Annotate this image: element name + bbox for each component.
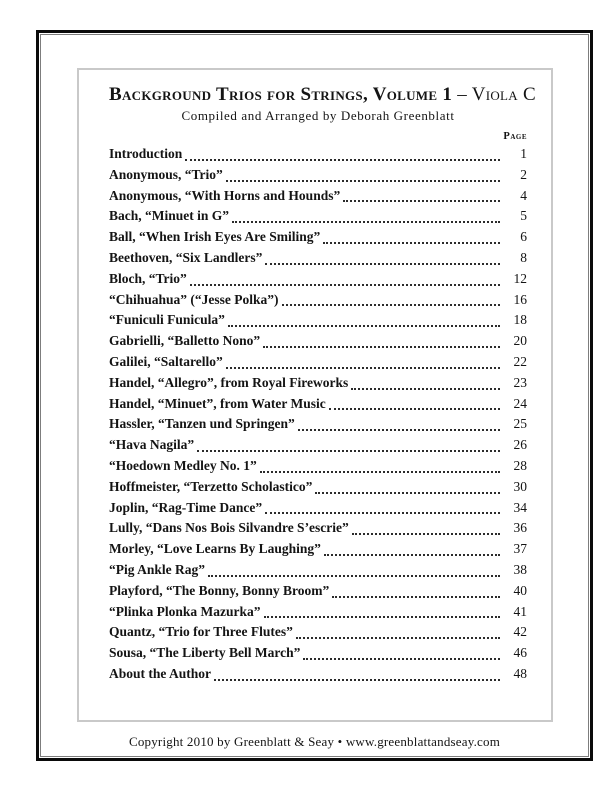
- toc-entry-page: 46: [513, 645, 527, 661]
- toc-row: [109, 477, 527, 498]
- toc-leader-dots: [296, 637, 500, 639]
- toc-entry-label: “Funiculi Funicula”: [109, 312, 225, 328]
- toc-leader-dots: [208, 575, 500, 577]
- toc-entry-page: 28: [513, 457, 527, 473]
- toc-row: [109, 498, 527, 519]
- toc-entry-label: “Pig Ankle Rag”: [109, 561, 206, 577]
- toc-row: [109, 622, 527, 643]
- toc-entry-label: Sousa, “The Liberty Bell March”: [109, 645, 301, 661]
- toc-entry-label: Anonymous, “With Horns and Hounds”: [109, 187, 341, 203]
- toc-entry-label: Beethoven, “Six Landlers”: [109, 249, 263, 265]
- toc-leader-dots: [228, 325, 500, 327]
- toc-leader-dots: [263, 346, 500, 348]
- toc-leader-dots: [264, 616, 500, 618]
- toc-entry-label: Galilei, “Saltarello”: [109, 353, 223, 369]
- toc-entry-label: Ball, “When Irish Eyes Are Smiling”: [109, 229, 321, 245]
- toc-leader-dots: [226, 180, 500, 182]
- toc-entry-label: Handel, “Allegro”, from Royal Fireworks: [109, 374, 349, 390]
- toc-entry-page: 37: [513, 541, 527, 557]
- toc-entry-label: Gabrielli, “Balletto Nono”: [109, 333, 261, 349]
- page-title-suffix: – Viola C: [457, 84, 537, 105]
- toc-entry-page: 18: [513, 312, 527, 328]
- toc-entry-page: 23: [513, 374, 527, 390]
- toc-leader-dots: [351, 388, 500, 390]
- toc-leader-dots: [214, 679, 500, 681]
- page-title: [109, 84, 537, 106]
- toc-leader-dots: [260, 471, 500, 473]
- toc-entry-label: Introduction: [109, 146, 183, 161]
- page-column-label: Page: [503, 131, 527, 142]
- toc-entry-page: 5: [520, 208, 527, 224]
- toc-entry-page: 40: [513, 582, 527, 598]
- toc-leader-dots: [282, 304, 500, 306]
- toc-entry-page: 20: [513, 333, 527, 349]
- toc-leader-dots: [185, 159, 500, 161]
- toc-row: [109, 518, 527, 539]
- toc-entry-page: 41: [513, 603, 527, 619]
- toc-leader-dots: [315, 492, 500, 494]
- toc-row: [109, 539, 527, 560]
- page-inner-border: [40, 34, 589, 757]
- toc-leader-dots: [197, 450, 500, 452]
- toc-entry-label: “Hoedown Medley No. 1”: [109, 457, 257, 473]
- toc-leader-dots: [323, 242, 500, 244]
- toc-entry-label: “Hava Nagila”: [109, 437, 195, 453]
- toc-row: [109, 248, 527, 269]
- toc-leader-dots: [298, 429, 500, 431]
- toc-leader-dots: [324, 554, 500, 556]
- toc-entry-page: 6: [520, 229, 527, 245]
- toc-entry-page: 38: [513, 561, 527, 577]
- toc-entry-label: Bloch, “Trio”: [109, 270, 187, 286]
- toc-leader-dots: [343, 200, 500, 202]
- page-subtitle: Compiled and Arranged by Deborah Greenblatt: [181, 108, 455, 123]
- toc-row: [109, 581, 527, 602]
- content-box: [77, 68, 553, 722]
- toc-entry-label: Playford, “The Bonny, Bonny Broom”: [109, 582, 330, 598]
- toc-entry-page: 42: [513, 624, 527, 640]
- toc-entry-label: Quantz, “Trio for Three Flutes”: [109, 624, 293, 640]
- toc-row: [109, 394, 527, 415]
- toc-row: [109, 352, 527, 373]
- toc-entry-page: 12: [513, 270, 527, 286]
- toc-entry-page: 36: [513, 520, 527, 536]
- toc-entry-page: 8: [520, 249, 527, 265]
- toc-entry-page: 2: [520, 166, 527, 182]
- toc-row: [109, 290, 527, 311]
- toc-row: [109, 560, 527, 581]
- toc-entry-page: 30: [513, 478, 527, 494]
- toc-entry-label: Hassler, “Tanzen und Springen”: [109, 416, 295, 432]
- toc-entry-page: 16: [513, 291, 527, 307]
- toc-leader-dots: [303, 658, 500, 660]
- toc-leader-dots: [332, 596, 500, 598]
- toc-row: [109, 144, 527, 165]
- toc-row: [109, 331, 527, 352]
- toc-row: [109, 165, 527, 186]
- toc-row: [109, 206, 527, 227]
- toc-entry-page: 4: [520, 187, 527, 203]
- toc-entry-label: Bach, “Minuet in G”: [109, 208, 230, 224]
- toc-entry-page: 26: [513, 437, 527, 453]
- toc-row: [109, 456, 527, 477]
- toc-entry-page: 34: [513, 499, 527, 515]
- toc-list: [109, 144, 527, 685]
- toc-row: [109, 602, 527, 623]
- toc-entry-page: 48: [513, 665, 527, 681]
- toc-entry-label: Anonymous, “Trio”: [109, 166, 223, 182]
- toc-leader-dots: [265, 263, 500, 265]
- toc-entry-page: 24: [513, 395, 527, 411]
- toc-row: [109, 227, 527, 248]
- toc-row: [109, 435, 527, 456]
- toc-row: [109, 414, 527, 435]
- toc-row: [109, 186, 527, 207]
- toc-leader-dots: [190, 284, 500, 286]
- toc-entry-label: Lully, “Dans Nos Bois Silvandre S’escrie”: [109, 520, 349, 536]
- toc-leader-dots: [232, 221, 500, 223]
- toc-entry-label: “Chihuahua” (“Jesse Polka”): [109, 291, 279, 307]
- toc-entry-label: “Plinka Plonka Mazurka”: [109, 603, 261, 619]
- toc-entry-label: Handel, “Minuet”, from Water Music: [109, 395, 326, 411]
- toc-row: [109, 643, 527, 664]
- toc-leader-dots: [265, 512, 500, 514]
- toc-entry-label: About the Author: [109, 665, 212, 681]
- toc-entry-page: 1: [520, 146, 527, 161]
- page-title-main: Background Trios for Strings, Volume 1: [109, 84, 453, 105]
- toc-entry-page: 25: [513, 416, 527, 432]
- footer-copyright: Copyright 2010 by Greenblatt & Seay • www.greenblattandseay.com: [128, 734, 501, 749]
- toc-leader-dots: [329, 408, 500, 410]
- toc-row: [109, 373, 527, 394]
- toc-leader-dots: [352, 533, 500, 535]
- toc-entry-label: Morley, “Love Learns By Laughing”: [109, 541, 321, 557]
- toc-row: [109, 310, 527, 331]
- toc-entry-page: 22: [513, 353, 527, 369]
- toc-row: [109, 664, 527, 685]
- page-outer-border: [36, 30, 593, 761]
- toc-entry-label: Hoffmeister, “Terzetto Scholastico”: [109, 478, 313, 494]
- toc-row: [109, 269, 527, 290]
- toc-entry-label: Joplin, “Rag-Time Dance”: [109, 499, 263, 515]
- toc-leader-dots: [226, 367, 500, 369]
